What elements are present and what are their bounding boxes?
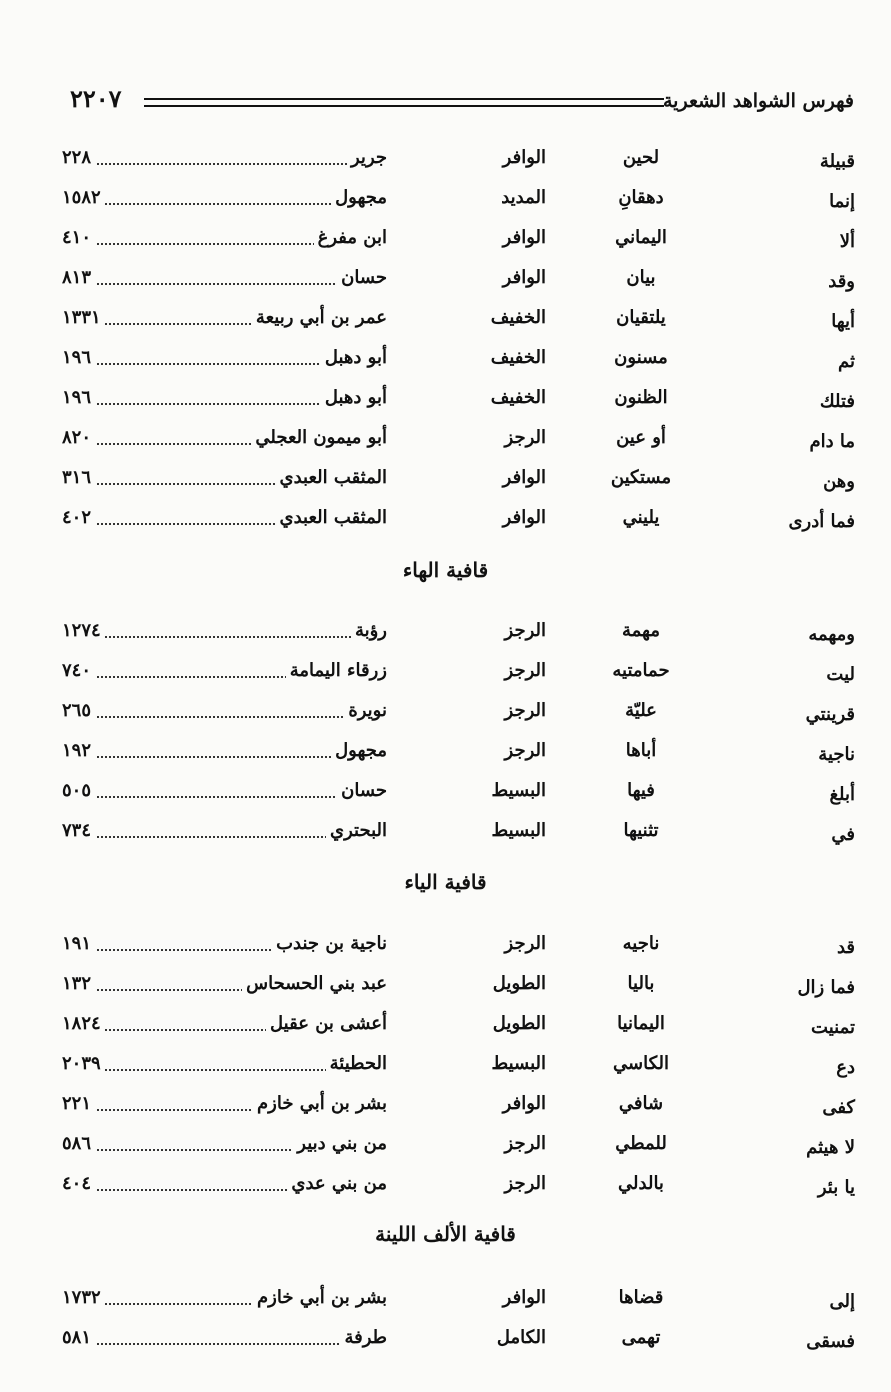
verse-first-word: قد [836, 937, 855, 958]
verse-first-word: في [831, 824, 855, 845]
index-row [0, 260, 891, 296]
index-row [0, 340, 891, 376]
verse-first-word: فما أدرى [788, 511, 855, 532]
poet-name: حسان [337, 260, 387, 296]
rhyme-word: مسنون [614, 347, 668, 368]
poet-name: المثقب العبدي [275, 460, 387, 496]
dot-leader [62, 1343, 387, 1345]
poet-name: من بني عدي [287, 1166, 387, 1202]
rhyme-word: لحين [622, 147, 660, 168]
index-row [0, 813, 891, 849]
meter-name: البسيط [491, 820, 546, 841]
rhyme-word: للمطي [615, 1133, 667, 1154]
meter-name: الوافر [502, 1287, 546, 1308]
index-row [0, 653, 891, 689]
poet-name: حسان [337, 773, 387, 809]
index-row [0, 1086, 891, 1122]
verse-first-word: تمنيت [811, 1017, 855, 1038]
verse-first-word: كفى [822, 1097, 855, 1118]
rhyme-word: باليا [627, 973, 655, 994]
rhyme-word: قضاها [618, 1287, 664, 1308]
index-row [0, 460, 891, 496]
page-reference: ٤٠٤ [62, 1166, 95, 1202]
poet-page-leader [62, 653, 387, 689]
poet-name: طرفة [340, 1320, 387, 1356]
poet-name: أعشى بن عقيل [266, 1006, 387, 1042]
page-reference: ٨٢٠ [62, 420, 95, 456]
poet-name: مجهول [331, 733, 387, 769]
index-row [0, 220, 891, 256]
meter-name: الوافر [502, 267, 546, 288]
rhyme-word: دهقانِ [618, 187, 664, 208]
verse-first-word: فما زال [797, 977, 855, 998]
rhyme-word: الكاسي [613, 1053, 669, 1074]
dot-leader [62, 163, 387, 165]
index-row [0, 733, 891, 769]
index-row [0, 1006, 891, 1042]
verse-first-word: أيها [831, 311, 855, 332]
rhyme-word: يلتقيان [616, 307, 666, 328]
page-reference: ١٧٣٢ [62, 1280, 105, 1316]
poet-page-leader [62, 926, 387, 962]
verse-first-word: ما دام [809, 431, 855, 452]
rhyme-word: حمامتيه [612, 660, 670, 681]
rhyme-word: شافي [618, 1093, 664, 1114]
rhyme-word: يليني [622, 507, 660, 528]
meter-name: الرجز [504, 1133, 546, 1154]
poet-page-leader [62, 220, 387, 256]
rhyme-word: أباها [625, 740, 657, 761]
poet-page-leader [62, 340, 387, 376]
poet-name: رؤبة [351, 613, 387, 649]
poet-page-leader [62, 966, 387, 1002]
page-reference: ٨١٣ [62, 260, 95, 296]
poet-name: أبو دهبل [321, 380, 387, 416]
poet-name: عبد بني الحسحاس [242, 966, 387, 1002]
page-reference: ٣١٦ [62, 460, 95, 496]
poet-name: من بني دبير [293, 1126, 387, 1162]
index-row [0, 966, 891, 1002]
rhyme-word: بالدلي [618, 1173, 664, 1194]
poet-page-leader [62, 773, 387, 809]
meter-name: الوافر [502, 147, 546, 168]
page-reference: ٢٦٥ [62, 693, 95, 729]
poet-page-leader [62, 733, 387, 769]
rhyme-word: تثنيها [623, 820, 659, 841]
poet-page-leader [62, 140, 387, 176]
poet-name: جرير [347, 140, 387, 176]
poet-name: ناجية بن جندب [272, 926, 387, 962]
page-reference: ٤١٠ [62, 220, 95, 256]
index-row [0, 1320, 891, 1356]
poet-name: بشر بن أبي خازم [253, 1086, 387, 1122]
meter-name: الرجز [504, 1173, 546, 1194]
verse-first-word: إلى [829, 1291, 855, 1312]
page-reference: ١٩٢ [62, 733, 95, 769]
poet-name: نويرة [344, 693, 387, 729]
page-reference: ٤٠٢ [62, 500, 95, 536]
meter-name: الوافر [502, 507, 546, 528]
meter-name: الرجز [504, 427, 546, 448]
page-reference: ٥٨١ [62, 1320, 95, 1356]
meter-name: الخفيف [490, 347, 546, 368]
dot-leader [62, 716, 387, 718]
poet-page-leader [62, 813, 387, 849]
page-reference: ١٥٨٢ [62, 180, 105, 216]
index-row [0, 693, 891, 729]
page-reference: ٥٨٦ [62, 1126, 95, 1162]
verse-first-word: قبيلة [819, 151, 855, 172]
verse-first-word: وهن [823, 471, 855, 492]
meter-name: البسيط [491, 780, 546, 801]
rhyme-word: مستكين [610, 467, 672, 488]
index-row [0, 420, 891, 456]
page-reference: ١٢٧٤ [62, 613, 105, 649]
poet-page-leader [62, 380, 387, 416]
meter-name: الوافر [502, 1093, 546, 1114]
poet-name: زرقاء اليمامة [286, 653, 387, 689]
section-heading: قافية الياء [404, 870, 487, 894]
rhyme-word: اليماني [615, 227, 667, 248]
poet-page-leader [62, 420, 387, 456]
poet-name: مجهول [331, 180, 387, 216]
header-double-rule [144, 98, 664, 107]
poet-page-leader [62, 1006, 387, 1042]
meter-name: الرجز [504, 620, 546, 641]
poet-page-leader [62, 1280, 387, 1316]
poet-page-leader [62, 1320, 387, 1356]
index-row [0, 1280, 891, 1316]
index-row [0, 773, 891, 809]
poet-name: أبو ميمون العجلي [251, 420, 387, 456]
rhyme-word: اليمانيا [617, 1013, 665, 1034]
rhyme-word: فيها [627, 780, 655, 801]
index-row [0, 1126, 891, 1162]
verse-first-word: فسقى [806, 1331, 855, 1352]
page-reference: ١٣٣١ [62, 300, 105, 336]
poet-page-leader [62, 1126, 387, 1162]
page-reference: ١٨٢٤ [62, 1006, 105, 1042]
rhyme-word: مهمة [622, 620, 660, 641]
page-reference: ٥٠٥ [62, 773, 95, 809]
poet-page-leader [62, 260, 387, 296]
index-row [0, 180, 891, 216]
index-row [0, 140, 891, 176]
verse-first-word: ومهمه [808, 624, 855, 645]
index-row [0, 380, 891, 416]
verse-first-word: ثم [838, 351, 855, 372]
meter-name: المديد [501, 187, 546, 208]
poet-page-leader [62, 300, 387, 336]
poet-page-leader [62, 1166, 387, 1202]
verse-first-word: ناجية [818, 744, 855, 765]
index-row [0, 1046, 891, 1082]
verse-first-word: أبلغ [829, 784, 855, 805]
meter-name: الرجز [504, 740, 546, 761]
verse-first-word: فتلك [819, 391, 855, 412]
page-reference: ٢٠٣٩ [62, 1046, 105, 1082]
poet-name: البحتري [326, 813, 387, 849]
poet-page-leader [62, 460, 387, 496]
section-heading: قافية الألف اللينة [375, 1222, 516, 1246]
rhyme-word: عليّة [625, 700, 657, 721]
index-row [0, 500, 891, 536]
poet-page-leader [62, 180, 387, 216]
meter-name: الرجز [504, 700, 546, 721]
rhyme-word: تهمى [621, 1327, 661, 1348]
poet-name: أبو دهبل [321, 340, 387, 376]
meter-name: الوافر [502, 467, 546, 488]
meter-name: الطويل [492, 973, 546, 994]
meter-name: الوافر [502, 227, 546, 248]
page-number: ٢٢٠٧ [70, 84, 122, 113]
rhyme-word: أو عين [616, 427, 666, 448]
page-reference: ٢٢١ [62, 1086, 95, 1122]
poet-name: المثقب العبدي [275, 500, 387, 536]
verse-first-word: قرينتي [805, 704, 855, 725]
rhyme-word: ناجيه [622, 933, 660, 954]
page-reference: ١٩٦ [62, 380, 95, 416]
rhyme-word: بيان [626, 267, 656, 288]
index-row [0, 613, 891, 649]
verse-first-word: إنما [829, 191, 855, 212]
poet-page-leader [62, 500, 387, 536]
poet-name: ابن مفرغ [314, 220, 387, 256]
page-reference: ١٣٢ [62, 966, 95, 1002]
poet-name: عمر بن أبي ربيعة [252, 300, 387, 336]
meter-name: الطويل [492, 1013, 546, 1034]
page-header [64, 84, 854, 124]
meter-name: الرجز [504, 933, 546, 954]
page-reference: ١٩١ [62, 926, 95, 962]
section-heading: قافية الهاء [402, 558, 489, 582]
verse-first-word: دع [836, 1057, 855, 1078]
page-reference: ٧٣٤ [62, 813, 95, 849]
verse-first-word: وقد [828, 271, 855, 292]
meter-name: الرجز [504, 660, 546, 681]
poet-page-leader [62, 1046, 387, 1082]
page-reference: ٢٢٨ [62, 140, 95, 176]
verse-first-word: ليت [826, 664, 855, 685]
poet-page-leader [62, 1086, 387, 1122]
meter-name: الخفيف [490, 387, 546, 408]
meter-name: البسيط [491, 1053, 546, 1074]
poet-name: بشر بن أبي خازم [253, 1280, 387, 1316]
verse-first-word: يا بئر [817, 1177, 855, 1198]
page-reference: ١٩٦ [62, 340, 95, 376]
index-row [0, 1166, 891, 1202]
verse-first-word: ألا [839, 231, 855, 252]
poet-page-leader [62, 693, 387, 729]
poet-name: الحطيئة [326, 1046, 387, 1082]
running-title: فهرس الشواهد الشعرية [663, 90, 854, 112]
meter-name: الكامل [496, 1327, 546, 1348]
index-row [0, 300, 891, 336]
page-reference: ٧٤٠ [62, 653, 95, 689]
dot-leader [62, 636, 387, 638]
index-row [0, 926, 891, 962]
poet-page-leader [62, 613, 387, 649]
verse-first-word: لا هيثم [806, 1137, 855, 1158]
meter-name: الخفيف [490, 307, 546, 328]
rhyme-word: الظنون [614, 387, 668, 408]
